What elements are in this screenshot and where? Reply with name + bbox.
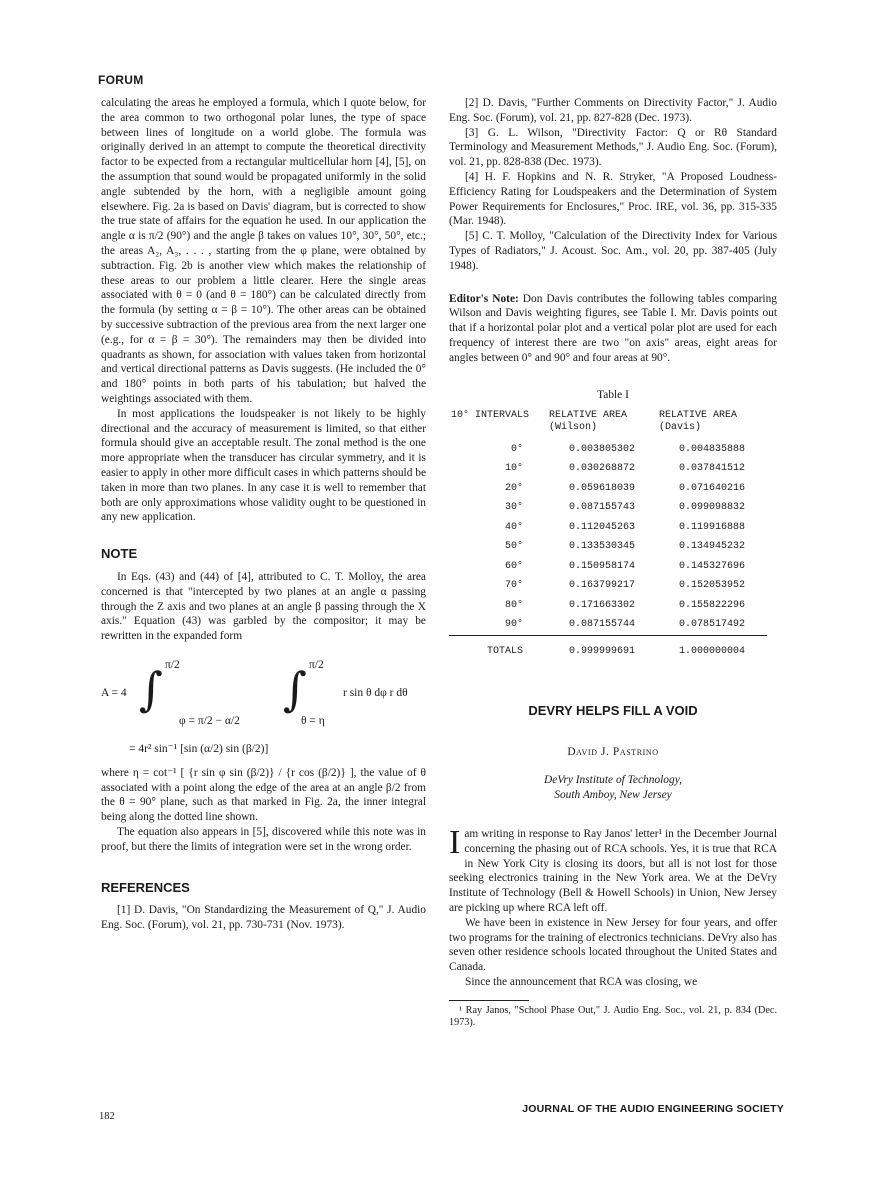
- row-davis-value: 0.155822296: [678, 599, 745, 611]
- table-row: [449, 460, 767, 480]
- row-wilson-value: 0.059618039: [568, 482, 635, 494]
- table-row: [449, 499, 767, 519]
- table-header: RELATIVE AREA (Davis): [659, 410, 738, 434]
- integral-sign: ∫: [283, 661, 307, 716]
- equation-integrand: r sin θ dφ r dθ: [343, 686, 408, 699]
- references-heading: REFERENCES: [101, 879, 190, 895]
- table-row: [449, 577, 767, 597]
- table-row: [449, 479, 767, 499]
- page-number: 182: [99, 1111, 115, 1122]
- note-paragraph: In Eqs. (43) and (44) of [4], attributed to C. T. Molloy, the area concerned is that "intercepted by two planes at an angle α passing through the Z axis and two planes at an angle β passing through the X axis." Equation (43) was garbled by the compositor; it may be rewritten in the expanded form: [101, 570, 426, 643]
- article-body: We have been in existence in New Jersey for four years, and offer two programs for the training of electronics technicians. DeVry also has seven other residence schools located throughout the United States and Canada.: [449, 916, 777, 974]
- row-wilson-value: 0.087155743: [568, 502, 635, 514]
- reference-item: [3] G. L. Wilson, "Directivity Factor: Q or Rθ Standard Terminology and Measurement Methods," J. Audio Eng. Soc. (Forum), vol. 21, pp. 828-838 (Dec. 1973).: [449, 126, 777, 169]
- table-header: 10° INTERVALS: [451, 410, 530, 422]
- row-davis-value: 0.152053952: [678, 580, 745, 592]
- reference-item: [5] C. T. Molloy, "Calculation of the Directivity Index for Various Types of Radiators," J. Acoust. Soc. Am., vol. 20, pp. 387-405 (July 1948).: [449, 230, 777, 272]
- row-angle: 10°: [504, 463, 523, 475]
- totals-label: TOTALS: [449, 636, 547, 662]
- row-angle: 20°: [504, 482, 523, 494]
- table-row: [449, 538, 767, 558]
- row-wilson-value: 0.112045263: [568, 521, 635, 533]
- row-davis-value: 0.004835888: [678, 443, 745, 455]
- row-davis-value: 0.119916888: [678, 521, 745, 533]
- section-label: FORUM: [98, 73, 144, 87]
- row-davis-value: 0.037841512: [678, 463, 745, 475]
- editors-note-label: Editor's Note:: [449, 292, 519, 305]
- table-body: [449, 440, 767, 636]
- equation-upper-limit: π/2: [309, 658, 324, 671]
- editors-note-text: Don Davis contributes the following tables comparing Wilson and Davis weighting figures, see Table I. Mr. Davis points out that if a horizontal polar plot and a vertical polar plot are used for each frequency of interest there are two "on axis" areas, eight areas for angles between 0° and 90° and four areas at 90°.: [449, 292, 777, 364]
- row-davis-value: 0.071640216: [678, 482, 745, 494]
- article-author: David J. Pastrino: [567, 745, 659, 758]
- row-davis-value: 0.078517492: [678, 619, 745, 631]
- journal-footer: JOURNAL OF THE AUDIO ENGINEERING SOCIETY: [522, 1103, 784, 1115]
- footnote: ¹ Ray Janos, "School Phase Out," J. Audio Eng. Soc., vol. 21, p. 834 (Dec. 1973).: [449, 1004, 777, 1029]
- article-affiliation: DeVry Institute of Technology,: [544, 774, 682, 787]
- equation-block: [101, 652, 426, 762]
- row-angle: 0°: [510, 443, 523, 455]
- table-title: Table I: [597, 388, 629, 401]
- reference-item: [1] D. Davis, "On Standardizing the Measurement of Q," J. Audio Eng. Soc. (Forum), vol. 21, pp. 730-731 (Nov. 1973).: [101, 904, 426, 932]
- article-title: DEVRY HELPS FILL A VOID: [528, 702, 698, 718]
- body-paragraph: The equation also appears in [5], discovered while this note was in proof, but there the limits of integration were set in the wrong order.: [101, 826, 426, 853]
- editors-note: [449, 292, 777, 366]
- totals-wilson: 0.999999691: [547, 636, 657, 662]
- totals-davis: 1.000000004: [657, 636, 767, 662]
- row-wilson-value: 0.150958174: [568, 560, 635, 572]
- row-angle: 90°: [504, 619, 523, 631]
- row-angle: 50°: [504, 541, 523, 553]
- body-paragraph: In most applications the loudspeaker is not likely to be highly directional and the accuracy of measurement is limited, so that either formula should give an acceptable result. The zonal method is the one more appropriate when the transducer has circular symmetry, and it is easier to apply in other more difficult cases in which patterns should be taken in more than two planes. In any case it is well to remember that both are only approximations whose validity ought to be questioned in any new application.: [101, 407, 426, 524]
- row-angle: 60°: [504, 560, 523, 572]
- table-header: RELATIVE AREA (Wilson): [549, 410, 628, 434]
- article-body: [449, 824, 777, 916]
- row-wilson-value: 0.133530345: [568, 541, 635, 553]
- row-davis-value: 0.134945232: [678, 541, 745, 553]
- body-paragraph: where η = cot⁻¹ [ {r sin φ sin (β/2)} / {r cos (β/2)} ], the value of θ associated with a point along the edge of the area at an angle β/2 from the θ = 90° plane, such as that marked in Fig. 2a, the inner integral being along the dotted line shown.: [101, 766, 426, 824]
- row-angle: 70°: [504, 580, 523, 592]
- row-wilson-value: 0.171663302: [568, 599, 635, 611]
- row-wilson-value: 0.163799217: [568, 580, 635, 592]
- row-wilson-value: 0.003805302: [568, 443, 635, 455]
- equation-lower-limit: φ = π/2 − α/2: [179, 714, 240, 727]
- row-angle: 40°: [504, 521, 523, 533]
- equation-upper-limit: π/2: [165, 658, 180, 671]
- weighting-table: [449, 410, 767, 662]
- table-header-row: [449, 410, 767, 440]
- article-affiliation: South Amboy, New Jersey: [554, 789, 672, 802]
- reference-item: [2] D. Davis, "Further Comments on Directivity Factor," J. Audio Eng. Soc. (Forum), vol. 21, pp. 827-828 (Dec. 1973).: [449, 97, 777, 124]
- table-row: [449, 616, 767, 636]
- left-column: [101, 96, 426, 933]
- row-wilson-value: 0.030268872: [568, 463, 635, 475]
- table-row: [449, 557, 767, 577]
- article-body: Since the announcement that RCA was closing, we: [465, 976, 698, 988]
- row-angle: 30°: [504, 502, 523, 514]
- table-row: [449, 596, 767, 616]
- row-angle: 80°: [504, 599, 523, 611]
- body-paragraph: calculating the areas he employed a formula, which I quote below, for the area common to two orthogonal polar lunes, the type of space between lines of longitude on a world globe. The formula was originally derived in an attempt to compute the theoretical directivity factor to be expected from a rectangular multicellular horn [4], [5], on the assumption that sound would be propagated uniformly in the solid angle subtended by the horn, with a negligible amount going elsewhere. Fig. 2a is based on Davis' diagram, but is corrected to show the true state of affairs for the equation he used. In our application the angle α is π/2 (90°) and the angle β takes on values 10°, 30°, 50°, etc.; the areas A₂, A₃, . . . , starting from the φ plane, were obtained by subtraction. Fig. 2b is another view which makes the relationship of these areas to our problem a little clearer. Here the single areas associated with θ = 0 (and θ = 180°) can be calculated directly from the formula (by setting α = β = 10°). The other areas can be obtained by successive subtraction of the previous area from the next larger one (e.g., for α = β = 30°). The remainders may then be divided into quadrants as shown, for association with values taken from horizontal and vertical directional patterns as Davis suggests. (He included the 0° and 180° points in both parts of his tabulation; but halved the weightings associated with them.: [101, 97, 426, 405]
- row-davis-value: 0.099098832: [678, 502, 745, 514]
- row-davis-value: 0.145327696: [678, 560, 745, 572]
- note-heading: NOTE: [101, 546, 138, 562]
- table-row: [449, 440, 767, 460]
- row-wilson-value: 0.087155744: [568, 619, 635, 631]
- drop-cap: I: [449, 824, 461, 862]
- footnote-divider: [449, 1000, 529, 1001]
- table-row: [449, 518, 767, 538]
- right-column: [449, 96, 777, 1030]
- equation-result: = 4r² sin⁻¹ [sin (α/2) sin (β/2)]: [129, 742, 269, 755]
- equation-lower-limit: θ = η: [301, 714, 325, 727]
- integral-sign: ∫: [139, 661, 163, 716]
- article-body-text: am writing in response to Ray Janos' letter¹ in the December Journal concerning the phasing out of RCA schools. Yes, it is true that RCA in New York City is closing its doors, but all is not lost for those seeking electronics training in the New York area. We at the DeVry Institute of Technology (Bell & Howell Schools) in Union, New Jersey are picking up where RCA left off.: [449, 828, 777, 915]
- reference-item: [4] H. F. Hopkins and N. R. Stryker, "A Proposed Loudness-Efficiency Rating for Loudspeakers and the Determination of System Power Requirements for Enclosures," Proc. IRE, vol. 36, pp. 315-335 (Mar. 1948).: [449, 170, 777, 228]
- table-totals-row: [449, 636, 767, 662]
- equation-lhs: A = 4: [101, 686, 127, 699]
